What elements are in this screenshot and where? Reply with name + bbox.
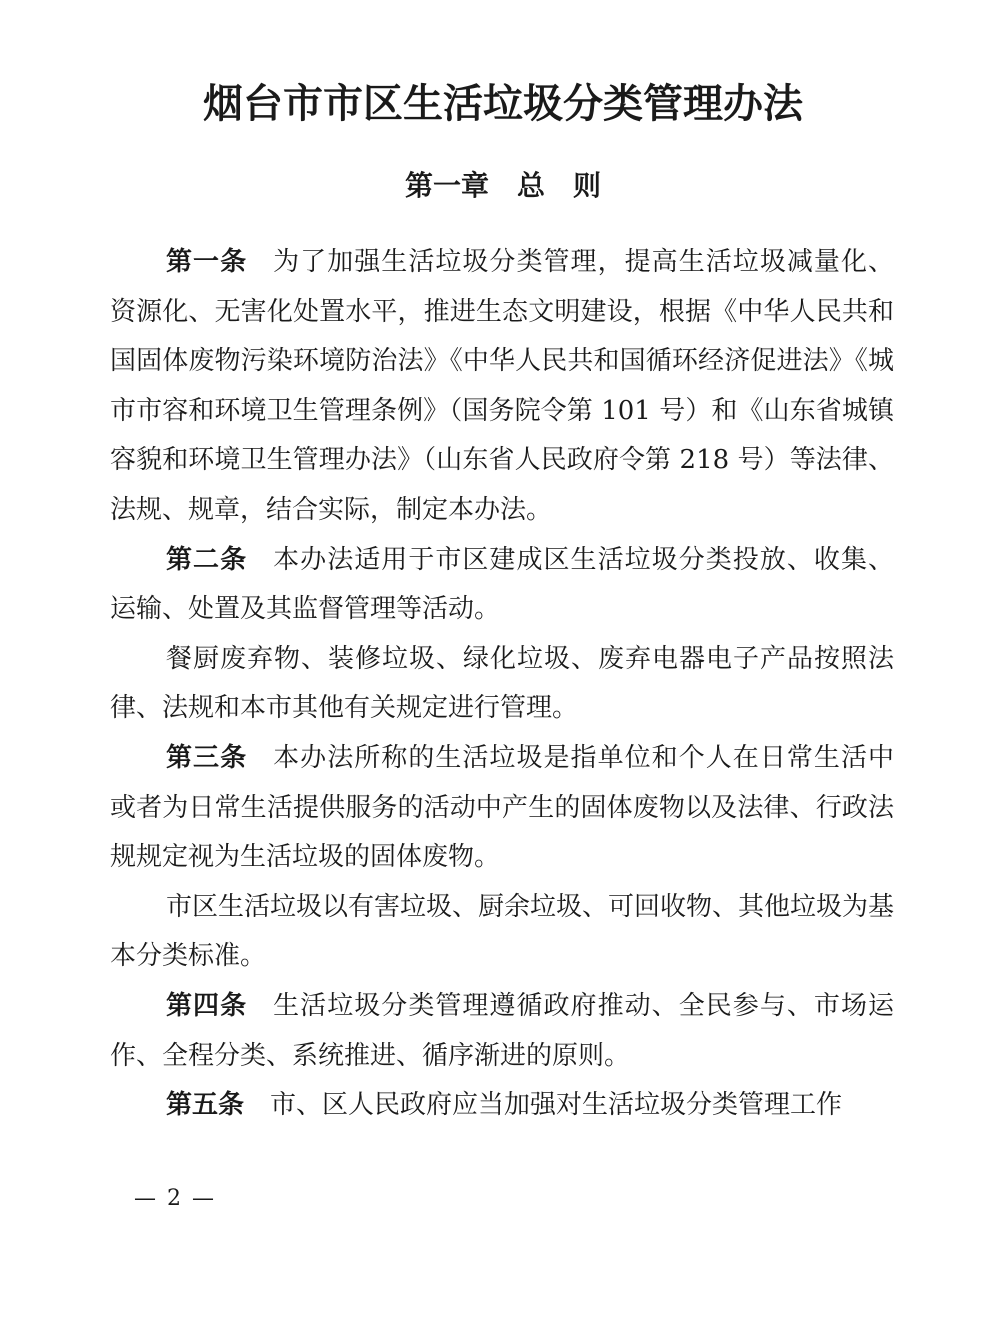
paragraph-text: 为了加强生活垃圾分类管理，提高生活垃圾减量化、资源化、无害化处置水平，推进生态文明建设，根据《中华人民共和国固体废物污染环境防治法》《中华人民共和国循环经济促进法》《城市市容和环境卫生管理条例》（国务院令第 101 号）和《山东省城镇容貌和环境卫生管理办法》（山东省人民政府令第 218 号）等法律、法规、规章，结合实际，制定本办法。 [110,247,894,525]
paragraph-text: 餐厨废弃物、装修垃圾、绿化垃圾、废弃电器电子产品按照法律、法规和本市其他有关规定进行管理。 [110,643,894,724]
article-number: 第一条 [166,247,248,277]
article-number: 第四条 [166,990,248,1021]
paragraph [110,1081,894,1131]
paragraph [110,238,894,536]
document-body [110,238,894,1131]
paragraph [110,734,894,883]
article-number: 第二条 [166,544,248,575]
paragraph-text: 本办法所称的生活垃圾是指单位和个人在日常生活中或者为日常生活提供服务的活动中产生的固体废物以及法律、行政法规规定视为生活垃圾的固体废物。 [110,742,894,873]
paragraph-text: 本办法适用于市区建成区生活垃圾分类投放、收集、运输、处置及其监督管理等活动。 [110,544,894,625]
paragraph-text: 市、区人民政府应当加强对生活垃圾分类管理工作 [270,1090,843,1121]
article-number: 第五条 [166,1090,245,1121]
paragraph-text: 市区生活垃圾以有害垃圾、厨余垃圾、可回收物、其他垃圾为基本分类标准。 [110,891,895,972]
paragraph [110,536,894,635]
paragraph [110,883,894,982]
article-number: 第三条 [166,742,248,773]
paragraph [110,982,894,1081]
document-title: 烟台市市区生活垃圾分类管理办法 [203,80,803,127]
chapter-heading: 第一章 总 则 [404,169,601,202]
page-number: — 2 — [134,1186,216,1211]
paragraph [110,635,894,734]
paragraph-text: 生活垃圾分类管理遵循政府推动、全民参与、市场运作、全程分类、系统推进、循序渐进的原则。 [110,990,894,1071]
